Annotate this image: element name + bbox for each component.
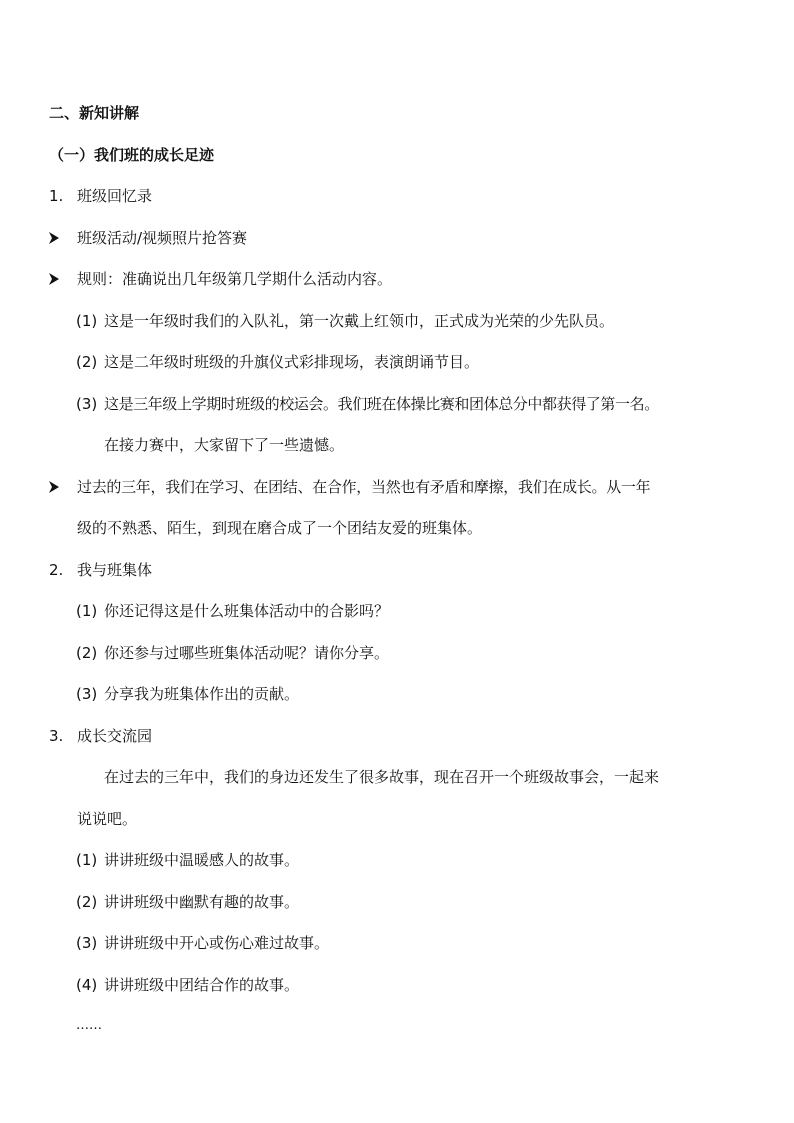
item3-sub-2 xyxy=(76,892,299,912)
arrowhead-bullet-icon xyxy=(49,481,59,493)
item2-heading xyxy=(49,560,152,580)
sub-text: 这是一年级时我们的入队礼，第一次戴上红领巾，正式成为光荣的少先队员。 xyxy=(104,312,615,330)
sub-marker: (2) xyxy=(76,353,98,371)
sub-text: 讲讲班级中开心或伤心难过故事。 xyxy=(104,934,330,952)
sub-text: 讲讲班级中幽默有趣的故事。 xyxy=(104,893,300,911)
bullet-c-text: 过去的三年，我们在学习、在团结、在合作，当然也有矛盾和摩擦，我们在成长。从一年 xyxy=(77,478,651,496)
item3-heading xyxy=(49,726,152,746)
item1-sub-2 xyxy=(76,352,479,372)
sub-marker: (3) xyxy=(76,685,98,703)
item3-paragraph-continuation: 说说吧。 xyxy=(77,810,138,828)
sub-marker: (4) xyxy=(76,976,98,994)
item1-heading xyxy=(49,186,152,206)
sub-text: 你还参与过哪些班集体活动呢？请你分享。 xyxy=(104,644,390,662)
item3-sub-3 xyxy=(76,933,329,953)
sub-marker: (2) xyxy=(76,644,98,662)
item2-sub-1 xyxy=(76,601,389,621)
arrowhead-bullet-icon xyxy=(49,232,59,244)
bullet-b xyxy=(49,269,392,289)
bullet-c-continuation: 级的不熟悉、陌生，到现在磨合成了一个团结友爱的班集体。 xyxy=(77,519,483,537)
sub-marker: (1) xyxy=(76,602,98,620)
item3-sub-1 xyxy=(76,850,299,870)
bullet-c xyxy=(49,477,650,497)
item2-sub-2 xyxy=(76,643,389,663)
sub-text: 你还记得这是什么班集体活动中的合影吗？ xyxy=(104,602,390,620)
sub-text: 这是二年级时班级的升旗仪式彩排现场，表演朗诵节目。 xyxy=(104,353,480,371)
bullet-b-text: 规则：准确说出几年级第几学期什么活动内容。 xyxy=(77,270,393,288)
item3-title: 成长交流园 xyxy=(77,727,153,745)
sub-text: 这是三年级上学期时班级的校运会。我们班在体操比赛和团体总分中都获得了第一名。 xyxy=(104,395,659,413)
item1-number: 1. xyxy=(49,187,64,205)
item2-sub-3 xyxy=(76,684,299,704)
item1-sub-3 xyxy=(76,394,659,414)
sub-marker: (1) xyxy=(76,851,98,869)
item1-title: 班级回忆录 xyxy=(77,187,153,205)
sub-text: 讲讲班级中温暖感人的故事。 xyxy=(104,851,300,869)
sub-marker: (2) xyxy=(76,893,98,911)
sub-text: 讲讲班级中团结合作的故事。 xyxy=(104,976,300,994)
bullet-a-text: 班级活动/视频照片抢答赛 xyxy=(77,229,248,247)
item1-sub-3-continuation: 在接力赛中，大家留下了一些遗憾。 xyxy=(104,436,345,454)
item2-title: 我与班集体 xyxy=(77,561,153,579)
ellipsis: …… xyxy=(76,1018,102,1033)
item3-number: 3. xyxy=(49,727,64,745)
section-heading: 二、新知讲解 xyxy=(49,104,140,122)
item2-number: 2. xyxy=(49,561,64,579)
item3-paragraph: 在过去的三年中，我们的身边还发生了很多故事，现在召开一个班级故事会，一起来 xyxy=(104,768,660,786)
sub-text: 分享我为班集体作出的贡献。 xyxy=(104,685,300,703)
sub-marker: (3) xyxy=(76,395,98,413)
item1-sub-1 xyxy=(76,311,614,331)
item3-sub-4 xyxy=(76,975,299,995)
arrowhead-bullet-icon xyxy=(49,273,59,285)
bullet-a xyxy=(49,228,247,248)
section-subheading: （一）我们班的成长足迹 xyxy=(49,146,215,164)
sub-marker: (1) xyxy=(76,312,98,330)
sub-marker: (3) xyxy=(76,934,98,952)
